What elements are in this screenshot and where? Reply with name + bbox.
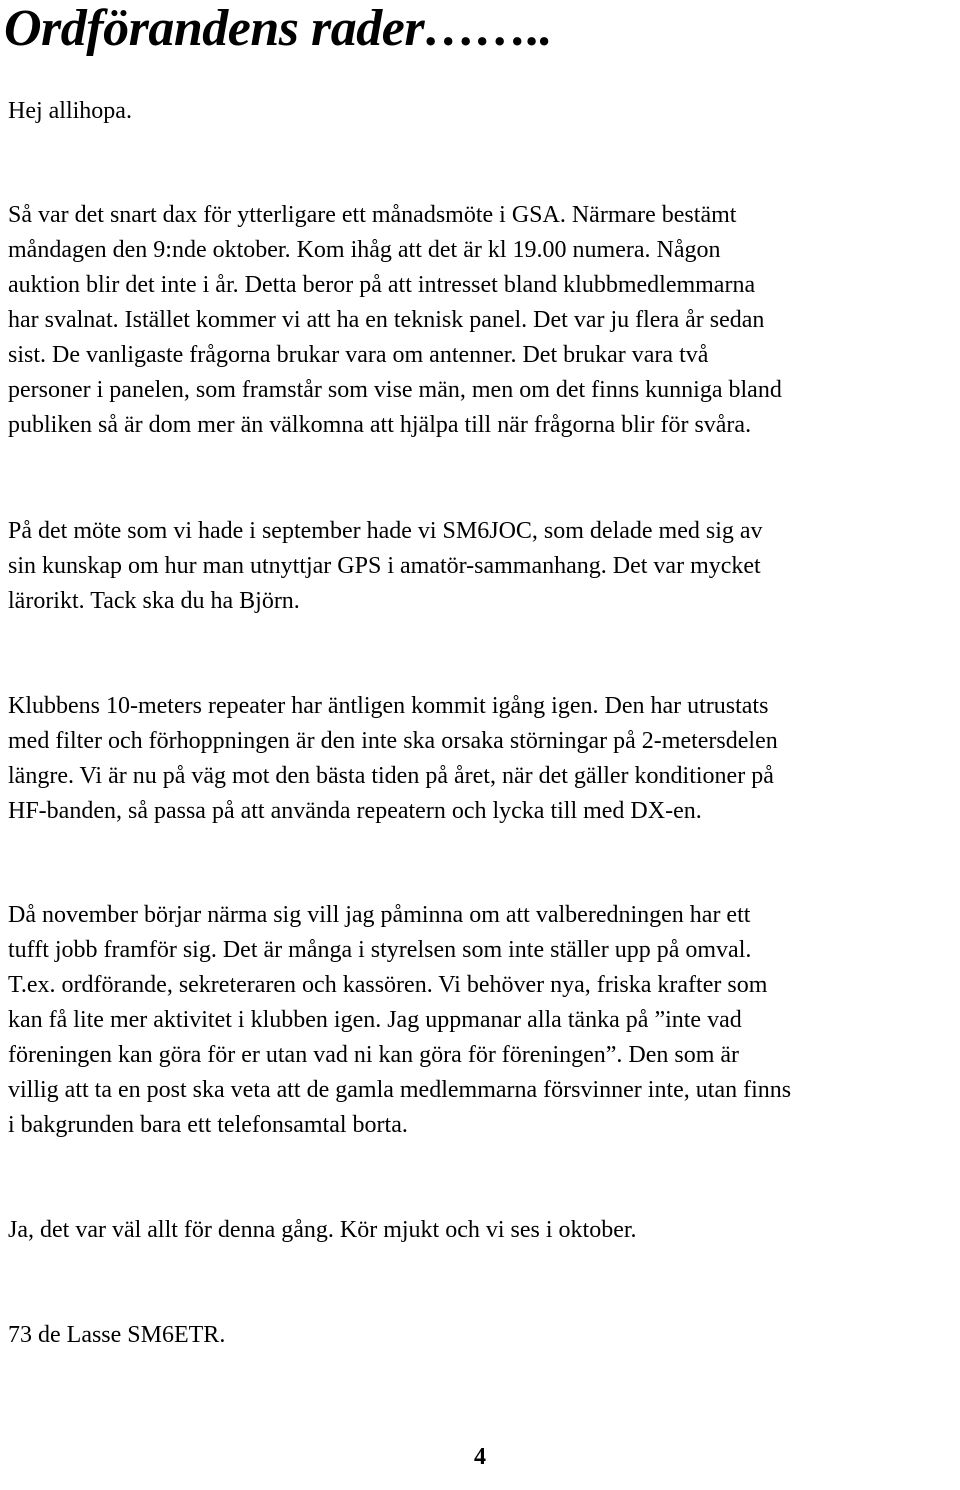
paragraph-nomination-committee [8, 898, 954, 1143]
closing-line: Ja, det var väl allt för denna gång. Kör mjukt och vi ses i oktober. [8, 1217, 637, 1243]
text-line: Då november börjar närma sig vill jag påminna om att valberedningen har ett [8, 902, 751, 928]
paragraph-repeater [8, 689, 954, 829]
text-line: tufft jobb framför sig. Det är många i styrelsen som inte ställer upp på omval. [8, 937, 752, 963]
paragraph-monthly-meeting [8, 198, 954, 443]
text-line: längre. Vi är nu på väg mot den bästa tiden på året, när det gäller konditioner på [8, 763, 774, 789]
text-line: HF-banden, så passa på att använda repeatern och lycka till med DX-en. [8, 798, 702, 824]
text-line: föreningen kan göra för er utan vad ni kan göra för föreningen”. Den som är [8, 1042, 740, 1068]
text-line: auktion blir det inte i år. Detta beror på att intresset bland klubbmedlemmarna [8, 272, 756, 298]
text-line: med filter och förhoppningen är den inte ska orsaka störningar på 2-metersdelen [8, 728, 778, 754]
text-line: Så var det snart dax för ytterligare ett månadsmöte i GSA. Närmare bestämt [8, 202, 737, 228]
text-line: T.ex. ordförande, sekreteraren och kassören. Vi behöver nya, friska krafter som [8, 972, 768, 998]
text-line: Klubbens 10-meters repeater har äntligen kommit igång igen. Den har utrustats [8, 693, 769, 719]
text-line: personer i panelen, som framstår som vise män, men om det finns kunniga bland [8, 377, 782, 403]
signature: 73 de Lasse SM6ETR. [8, 1322, 226, 1348]
text-line: kan få lite mer aktivitet i klubben igen. Jag uppmanar alla tänka på ”inte vad [8, 1007, 742, 1033]
text-line: villig att ta en post ska veta att de gamla medlemmarna försvinner inte, utan finns [8, 1077, 792, 1103]
text-line: lärorikt. Tack ska du ha Björn. [8, 588, 300, 614]
text-line: sin kunskap om hur man utnyttjar GPS i amatör-sammanhang. Det var mycket [8, 553, 761, 579]
text-line: i bakgrunden bara ett telefonsamtal borta. [8, 1112, 408, 1138]
text-line: publiken så är dom mer än välkomna att hjälpa till när frågorna blir för svåra. [8, 412, 752, 438]
text-line: På det möte som vi hade i september hade vi SM6JOC, som delade med sig av [8, 518, 763, 544]
greeting: Hej allihopa. [8, 98, 132, 124]
page-number: 4 [474, 1444, 486, 1470]
text-line: måndagen den 9:nde oktober. Kom ihåg att det är kl 19.00 numera. Någon [8, 237, 721, 263]
paragraph-september-meeting [8, 514, 954, 619]
text-line: har svalnat. Istället kommer vi att ha en teknisk panel. Det var ju flera år sedan [8, 307, 765, 333]
page-title: Ordförandens rader…….. [4, 0, 553, 57]
text-line: sist. De vanligaste frågorna brukar vara om antenner. Det brukar vara två [8, 342, 709, 368]
